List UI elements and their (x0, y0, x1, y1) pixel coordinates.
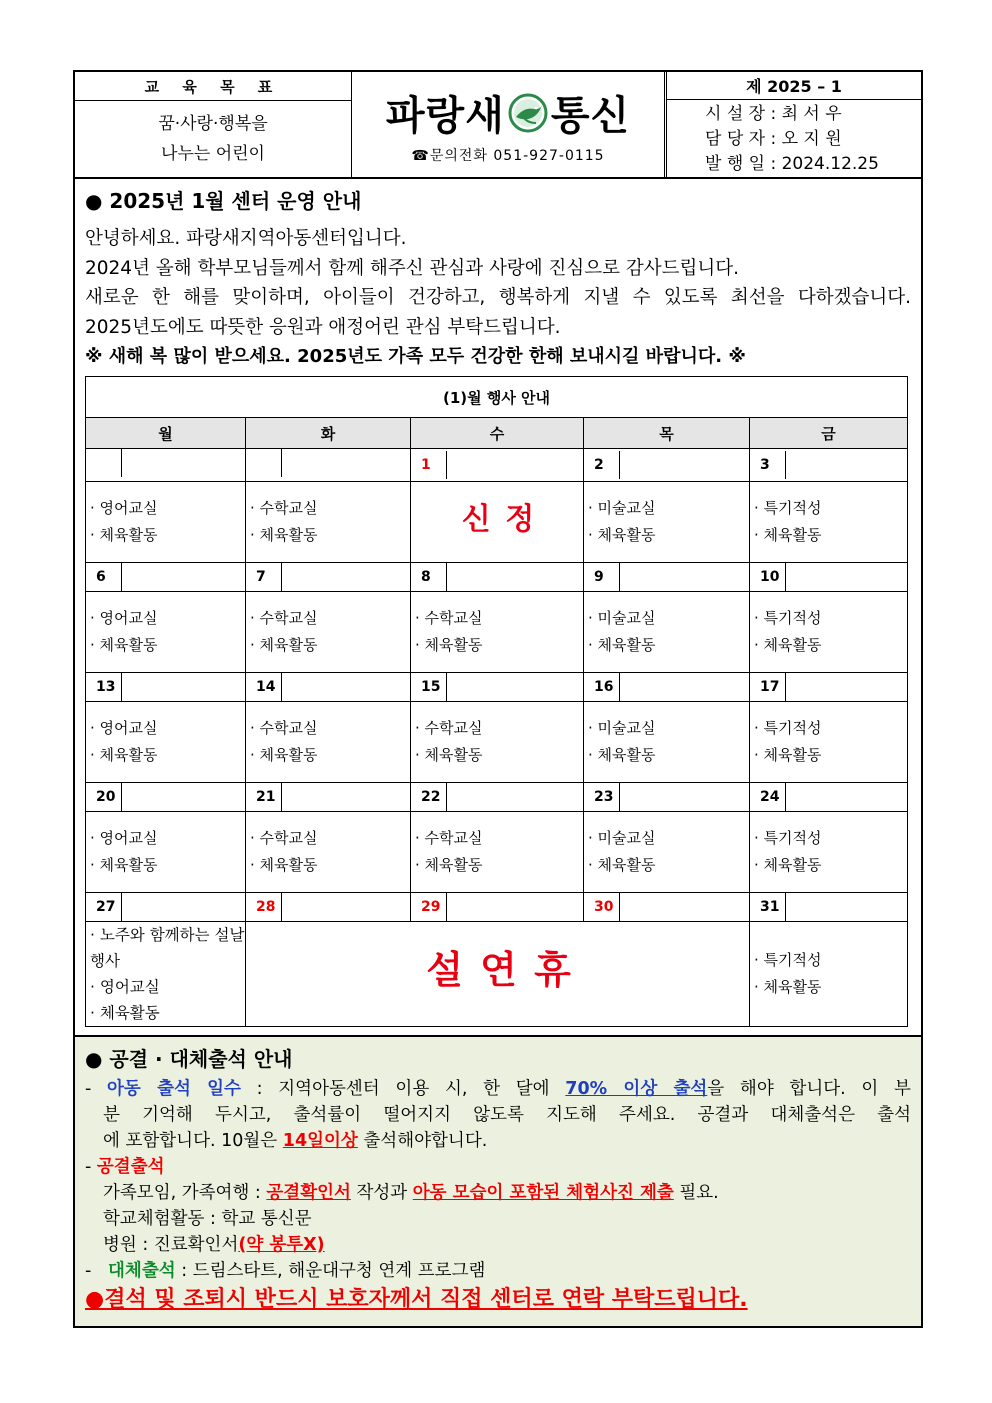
activity-item: · 특기적성 (754, 715, 907, 742)
attendance-title: ● 공결 · 대체출석 안내 (85, 1047, 293, 1071)
date-cell (411, 783, 584, 812)
publish-date: 발 행 일 : 2024.12.25 (705, 154, 879, 174)
activity-item: · 체육활동 (754, 974, 907, 1001)
date-number: 24 (750, 783, 786, 811)
date-cell (411, 449, 584, 482)
activity-item: · 체육활동 (250, 852, 410, 879)
activity-cell (411, 592, 584, 673)
activity-item: · 체육활동 (588, 742, 749, 769)
required-days: 14일이상 (282, 1131, 358, 1151)
date-number: 20 (86, 783, 122, 811)
goal-line1: 꿈·사랑·행복을 (158, 114, 268, 134)
holiday-cell (411, 482, 584, 563)
date-cell (246, 783, 411, 812)
date-cell (750, 673, 908, 702)
activity-item: · 수학교실 (250, 495, 410, 522)
activity-cell (411, 702, 584, 783)
attendance-text: 분 기억해 두시고, 출석률이 떨어지지 않도록 지도해 주세요. 공결과 대체출석은 출석 (103, 1105, 911, 1125)
operation-notice-section (75, 179, 921, 1037)
activity-item: · 체육활동 (250, 522, 410, 549)
date-number: 13 (86, 673, 122, 701)
notice-title: ● 2025년 1월 센터 운영 안내 (85, 189, 362, 213)
date-number: 29 (411, 893, 447, 921)
attendance-days-label: 아동 출석 일수 (107, 1079, 241, 1099)
activity-item: · 영어교실 (90, 715, 245, 742)
date-cell (86, 893, 246, 922)
activity-cell (750, 922, 908, 1027)
activity-cell (750, 482, 908, 563)
date-cell (246, 449, 411, 482)
date-number: 9 (584, 563, 620, 591)
logo-text-right: 통신 (550, 93, 631, 139)
date-number: 30 (584, 893, 620, 921)
goal-title: 교 육 목 표 (75, 72, 351, 101)
activity-cell (584, 812, 750, 893)
newsletter-header (75, 72, 921, 179)
activity-cell (86, 592, 246, 673)
weekday-header: 수 (411, 418, 584, 449)
date-cell (411, 563, 584, 592)
education-goal-box (75, 72, 352, 177)
weekday-header: 화 (246, 418, 411, 449)
activity-cell (246, 812, 411, 893)
date-cell (750, 893, 908, 922)
excused-text: 학교체험활동 : 학교 통신문 (103, 1209, 312, 1229)
date-number: 6 (86, 563, 122, 591)
activity-item: · 특기적성 (754, 825, 907, 852)
activity-cell (750, 592, 908, 673)
date-number: 10 (750, 563, 786, 591)
event-calendar (85, 376, 908, 1027)
activity-cell (86, 812, 246, 893)
date-number: 16 (584, 673, 620, 701)
activity-item: · 미술교실 (588, 825, 749, 852)
activity-cell (86, 482, 246, 563)
date-number: 23 (584, 783, 620, 811)
activity-item: · 수학교실 (415, 825, 583, 852)
attendance-section: ● 공결 · 대체출석 안내 - 아동 출석 일수 : 지역아동센터 이용 시, 한 달에 70% 이상 출석을 해야 합니다. 이 부 분 기억해 두시고, 출석률이 떨어지지 않도록 지도해 주세요. 공결과 대체출석은 출석 에 포함합니다. 10월은 14일이상 출석해야합니다. - 공결출석 가족모임, 가족여행 : 공결확인서 작성과 아동 모습이 포함된 체험사진 제출 필요. 학교체험활동 : 학교 통신문 병원 : 진료확인서(약 봉투X) - 대체출석 : 드림스타트, 해운대구청 연계 프로그램 ●결석 및 조퇴시 반드시 보호자께서 직접 센터로 연락 부탁드립니다. (75, 1037, 921, 1326)
holiday-label: 신 정 (461, 502, 537, 537)
activity-item: · 체육활동 (754, 742, 907, 769)
attendance-text: : 지역아동센터 이용 시, 한 달에 (240, 1079, 566, 1099)
notice-line: 2025년도에도 따뜻한 응원과 애정어린 관심 부탁드립니다. (85, 316, 561, 338)
date-number: 21 (246, 783, 282, 811)
date-cell (86, 563, 246, 592)
date-cell (584, 893, 750, 922)
excused-form: 공결확인서 (266, 1183, 351, 1203)
weekday-header: 목 (584, 418, 750, 449)
activity-item: · 수학교실 (250, 605, 410, 632)
substitute-text: : 드림스타트, 해운대구청 연계 프로그램 (175, 1261, 486, 1281)
activity-item: · 체육활동 (90, 742, 245, 769)
holiday-label: 설 연 휴 (426, 947, 573, 992)
newsletter-frame (73, 70, 923, 1328)
date-number: 15 (411, 673, 447, 701)
activity-item: · 체육활동 (588, 852, 749, 879)
activity-cell (246, 702, 411, 783)
attendance-text: 에 포함합니다. 10월은 (103, 1131, 283, 1151)
activity-item: · 노주와 함께하는 설날 행사 (90, 922, 245, 974)
date-cell (246, 563, 411, 592)
date-number: 3 (750, 451, 786, 479)
activity-item: · 영어교실 (90, 825, 245, 852)
logo-box (352, 72, 667, 177)
substitute-attendance-label: 대체출석 (108, 1261, 176, 1281)
activity-cell (584, 482, 750, 563)
date-cell (584, 563, 750, 592)
date-cell (584, 673, 750, 702)
activity-item: · 미술교실 (588, 715, 749, 742)
date-number (86, 449, 122, 477)
logo-text-left: 파랑새 (385, 93, 505, 139)
activity-item: · 체육활동 (90, 632, 245, 659)
activity-item: · 수학교실 (415, 605, 583, 632)
date-number: 31 (750, 893, 786, 921)
date-cell (750, 783, 908, 812)
date-number: 2 (584, 451, 620, 479)
date-number: 27 (86, 893, 122, 921)
photo-requirement: 아동 모습이 포함된 체험사진 제출 (412, 1183, 674, 1203)
activity-item: · 영어교실 (90, 605, 245, 632)
activity-item: · 영어교실 (90, 495, 245, 522)
date-number (246, 449, 282, 477)
notice-line: 2024년 올해 학부모님들께서 함께 해주신 관심과 사랑에 진심으로 감사드립니다. (85, 257, 740, 279)
activity-item: · 체육활동 (90, 1000, 245, 1026)
activity-item: · 수학교실 (415, 715, 583, 742)
activity-item: · 체육활동 (415, 632, 583, 659)
date-cell (750, 563, 908, 592)
excused-text: 병원 : 진료확인서 (103, 1235, 239, 1255)
date-cell (246, 673, 411, 702)
activity-item: · 영어교실 (90, 974, 245, 1000)
activity-item: · 수학교실 (250, 715, 410, 742)
activity-item: · 체육활동 (415, 742, 583, 769)
manager-line: 담 당 자 : 오 지 원 (705, 129, 842, 149)
issue-number: 제 2025 – 1 (667, 72, 921, 100)
activity-item: · 수학교실 (250, 825, 410, 852)
activity-cell (86, 922, 246, 1027)
date-number: 28 (246, 893, 282, 921)
date-cell (584, 449, 750, 482)
issue-info-box (667, 72, 921, 177)
date-number: 22 (411, 783, 447, 811)
absence-contact-notice: ●결석 및 조퇴시 반드시 보호자께서 직접 센터로 연락 부탁드립니다. (85, 1287, 748, 1312)
activity-cell (411, 812, 584, 893)
date-number: 17 (750, 673, 786, 701)
no-medicine-bag-note: (약 봉투X) (238, 1235, 325, 1255)
date-cell (584, 783, 750, 812)
date-number: 1 (411, 451, 447, 479)
activity-item: · 체육활동 (250, 742, 410, 769)
activity-item: · 특기적성 (754, 605, 907, 632)
attendance-rate: 70% 이상 출석 (565, 1079, 708, 1099)
newsletter-logo (386, 84, 630, 141)
date-number: 14 (246, 673, 282, 701)
contact-phone: ☎문의전화 051-927-0115 (411, 148, 605, 164)
notice-line: 새로운 한 해를 맞이하며, 아이들이 건강하고, 행복하게 지낼 수 있도록 최선을 다하겠습니다. (85, 287, 911, 308)
activity-item: · 체육활동 (754, 852, 907, 879)
date-cell (86, 673, 246, 702)
activity-item: · 체육활동 (588, 522, 749, 549)
date-cell (246, 893, 411, 922)
activity-item: · 체육활동 (90, 852, 245, 879)
attendance-text: 을 해야 합니다. 이 부 (707, 1079, 911, 1099)
activity-cell (750, 702, 908, 783)
new-year-greeting: ※ 새해 복 많이 받으세요. 2025년도 가족 모두 건강한 한해 보내시길 바랍니다. ※ (85, 346, 746, 367)
activity-cell (246, 592, 411, 673)
activity-item: · 체육활동 (754, 522, 907, 549)
activity-cell (86, 702, 246, 783)
activity-cell (246, 482, 411, 563)
date-number: 8 (411, 563, 447, 591)
activity-item: · 체육활동 (588, 632, 749, 659)
date-cell (86, 449, 246, 482)
excused-text: 필요. (673, 1183, 719, 1203)
activity-item: · 체육활동 (90, 522, 245, 549)
calendar-title: (1)월 행사 안내 (86, 377, 908, 418)
activity-item: · 미술교실 (588, 495, 749, 522)
excused-text: 작성과 (350, 1183, 413, 1203)
activity-item: · 특기적성 (754, 947, 907, 974)
attendance-text: 출석해야합니다. (357, 1131, 488, 1151)
weekday-header: 금 (750, 418, 908, 449)
activity-item: · 체육활동 (754, 632, 907, 659)
date-number: 7 (246, 563, 282, 591)
activity-item: · 미술교실 (588, 605, 749, 632)
goal-line2: 나누는 어린이 (161, 144, 265, 164)
activity-cell (584, 592, 750, 673)
activity-item: · 특기적성 (754, 495, 907, 522)
weekday-header: 월 (86, 418, 246, 449)
director-line: 시 설 장 : 최 서 우 (705, 104, 842, 124)
activity-cell (584, 702, 750, 783)
date-cell (411, 673, 584, 702)
activity-cell (750, 812, 908, 893)
excused-attendance-label: 공결출석 (96, 1157, 165, 1177)
date-cell (411, 893, 584, 922)
bluebird-icon (508, 93, 548, 133)
date-cell (86, 783, 246, 812)
notice-line: 안녕하세요. 파랑새지역아동센터입니다. (85, 228, 407, 249)
date-cell (750, 449, 908, 482)
activity-item: · 체육활동 (415, 852, 583, 879)
excused-text: 가족모임, 가족여행 : (103, 1183, 267, 1203)
holiday-cell (246, 922, 750, 1027)
activity-item: · 체육활동 (250, 632, 410, 659)
